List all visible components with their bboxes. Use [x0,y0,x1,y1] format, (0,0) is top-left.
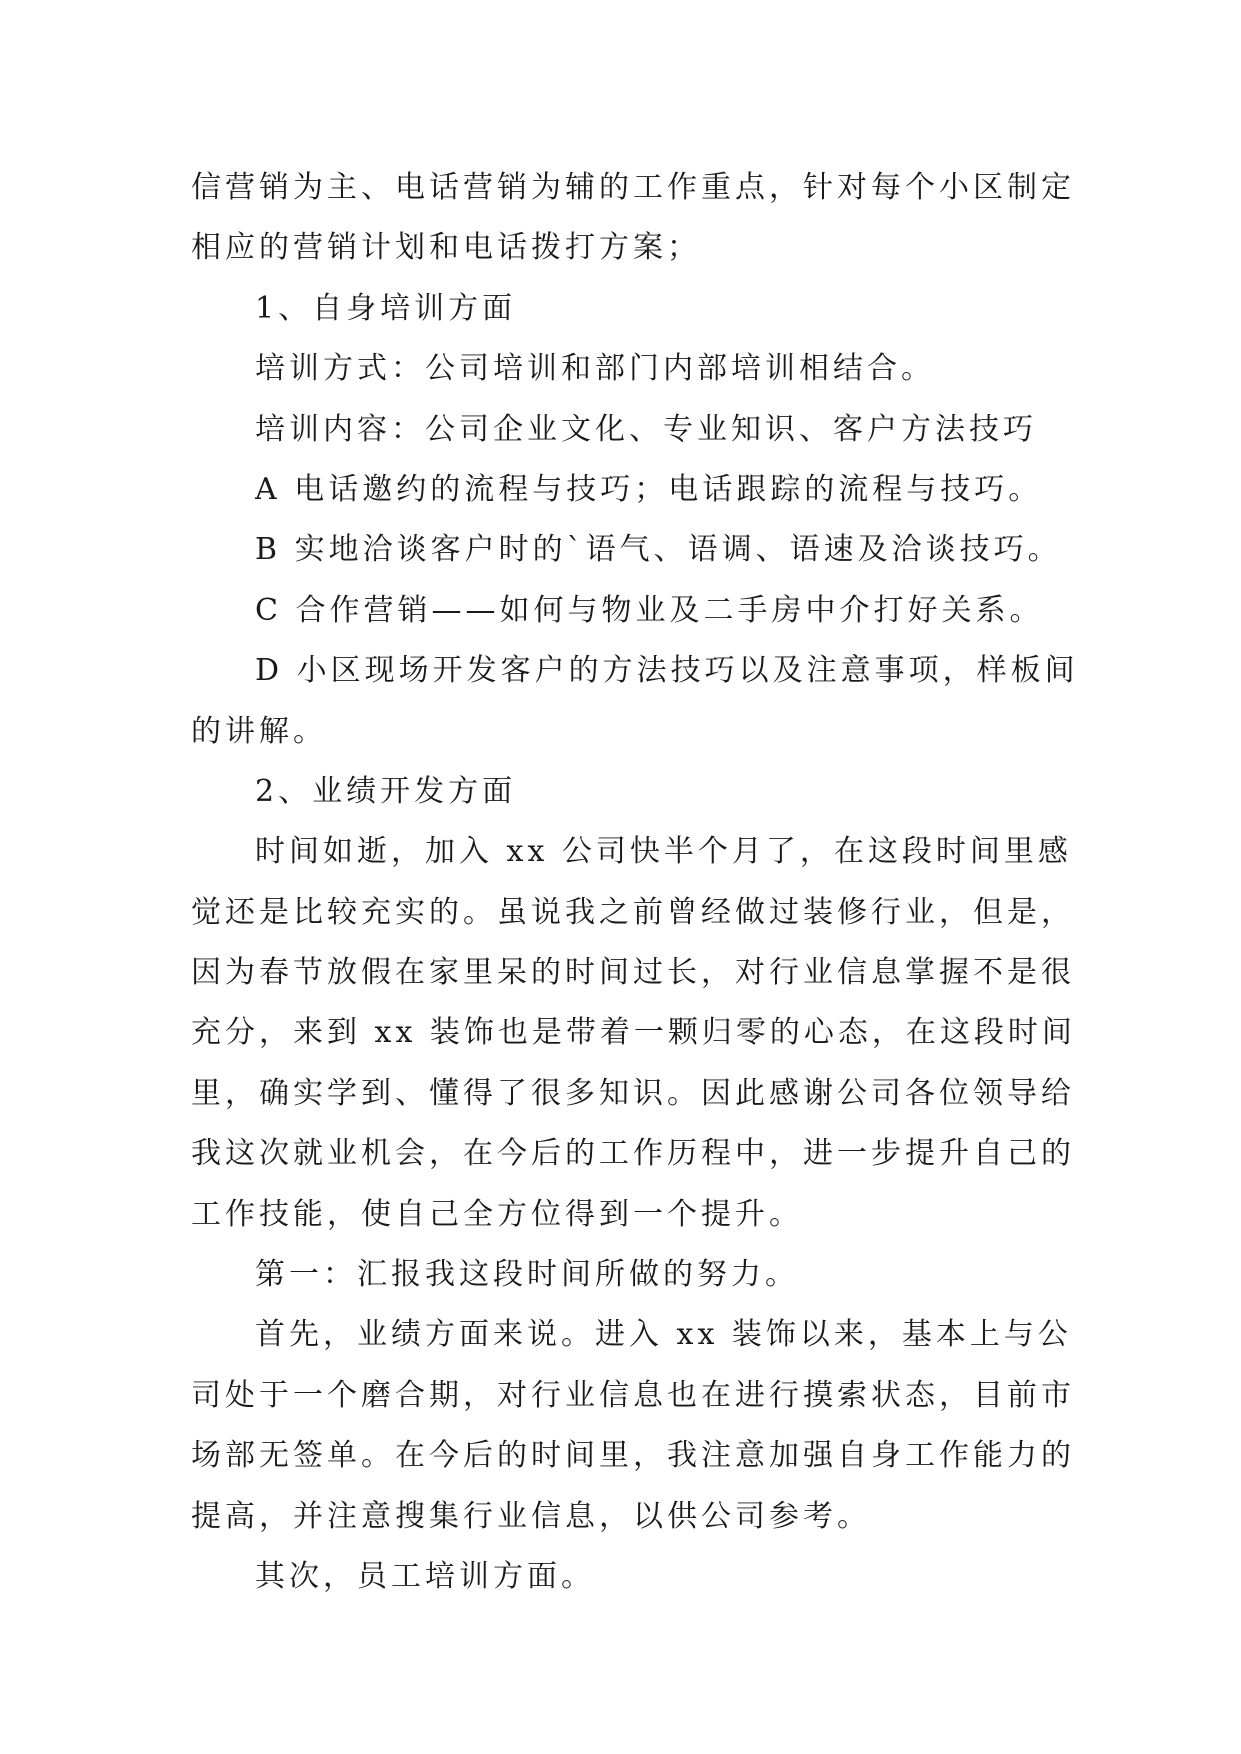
list-item: A 电话邀约的流程与技巧；电话跟踪的流程与技巧。 [255,471,1043,507]
text-line: 时间如逝，加入 xx 公司快半个月了，在这段时间里感 [255,834,1072,870]
text-line: 第一：汇报我这段时间所做的努力。 [255,1257,799,1293]
section-heading: 2、业绩开发方面 [255,773,517,809]
list-item: D 小区现场开发客户的方法技巧以及注意事项，样板间 [255,653,1079,689]
text-line: 因为春节放假在家里呆的时间过长，对行业信息掌握不是很 [191,955,1075,991]
list-item: B 实地洽谈客户时的`语气、语调、语速及洽谈技巧。 [255,532,1062,568]
text-line: 相应的营销计划和电话拨打方案； [191,230,701,266]
text-line: 首先，业绩方面来说。进入 xx 装饰以来，基本上与公 [255,1317,1072,1353]
text-line: 充分，来到 xx 装饰也是带着一颗归零的心态，在这段时间 [191,1015,1076,1051]
text-line: 提高，并注意搜集行业信息，以供公司参考。 [191,1498,871,1534]
list-item: C 合作营销——如何与物业及二手房中介打好关系。 [255,592,1044,628]
section-heading: 1、自身培训方面 [255,290,517,326]
text-line: 工作技能，使自己全方位得到一个提升。 [191,1196,803,1232]
document-body [191,158,1079,1607]
text-line: 的讲解。 [191,713,327,749]
text-line: 培训方式：公司培训和部门内部培训相结合。 [255,351,935,387]
text-line: 场部无签单。在今后的时间里，我注意加强自身工作能力的 [191,1438,1075,1474]
text-line: 培训内容：公司企业文化、专业知识、客户方法技巧 [255,411,1037,447]
text-line: 觉还是比较充实的。虽说我之前曾经做过装修行业，但是， [191,894,1075,930]
text-line: 其次，员工培训方面。 [255,1558,595,1594]
text-line: 司处于一个磨合期，对行业信息也在进行摸索状态，目前市 [191,1377,1075,1413]
text-line: 信营销为主、电话营销为辅的工作重点，针对每个小区制定 [191,170,1075,205]
text-line: 我这次就业机会，在今后的工作历程中，进一步提升自己的 [191,1136,1075,1172]
text-line: 里，确实学到、懂得了很多知识。因此感谢公司各位领导给 [191,1075,1075,1111]
